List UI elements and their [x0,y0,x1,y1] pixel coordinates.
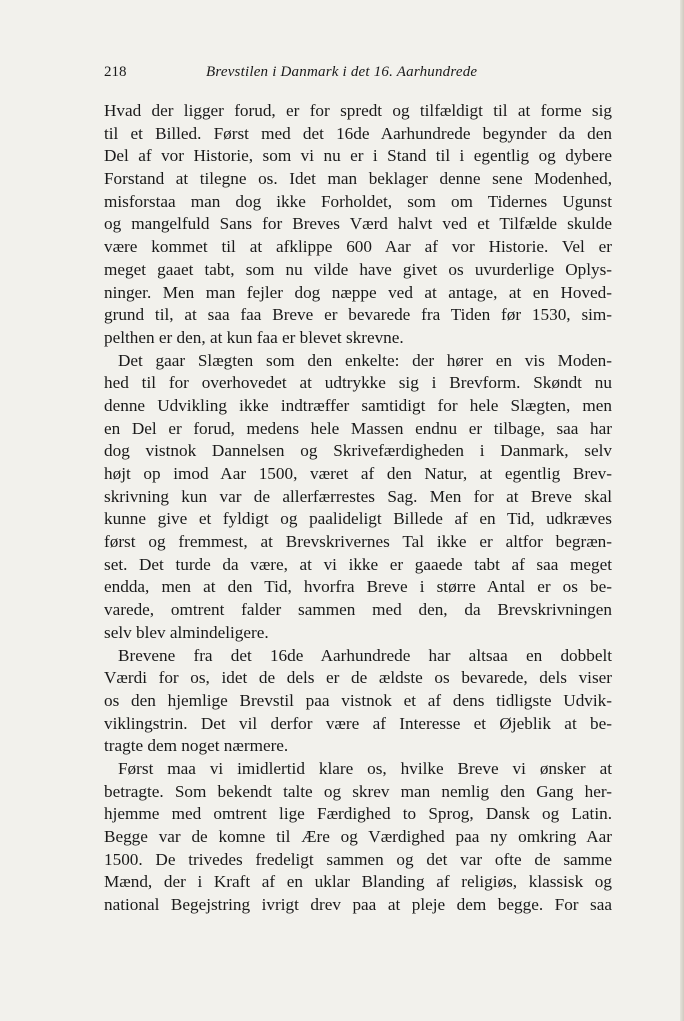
text-line: hjemme med omtrent lige Færdighed to Sprog, Dansk og Latin. [104,804,612,824]
text-line: selv blev almindeligere. [104,622,269,642]
text-line: Forstand at tilegne os. Idet man beklager denne sene Modenhed, [104,169,612,189]
text-line: os den hjemlige Brevstil paa vistnok et af dens tidligste Udvik- [104,690,612,710]
text-line: en Del er forud, medens hele Massen endnu er tilbage, saa har [104,418,612,438]
text-line: meget gaaet tabt, som nu vilde have givet os uvurderlige Oplys- [104,259,612,279]
text-line: endda, men at den Tid, hvorfra Breve i større Antal er os be- [104,577,612,597]
text-line: varede, omtrent falder sammen med den, da Brevskrivningen [104,600,612,620]
text-line: kunne give et fyldigt og paalideligt Billede af en Tid, udkræves [104,509,612,529]
text-line: national Begejstring ivrigt drev paa at pleje dem begge. For saa [104,895,612,915]
running-header [104,64,612,86]
text-line: og mangelfuld Sans for Breves Værd halvt ved et Tilfælde skulde [104,214,612,234]
text-line: Begge var de komne til Ære og Værdighed paa ny omkring Aar [104,827,612,846]
text-line: Mænd, der i Kraft af en uklar Blanding af religiøs, klassisk og [104,872,612,892]
running-title: Brevstilen i Danmark i det 16. Aarhundrede [206,64,478,80]
text-line: dog vistnok Dannelsen og Skrivefærdigheden i Danmark, selv [104,441,612,461]
text-line: højt op imod Aar 1500, været af den Natur, at egentlig Brev- [104,464,612,483]
text-line: ninger. Men man fejler dog næppe ved at antage, at en Hoved- [104,282,612,302]
text-line: til et Billed. Først med det 16de Aarhundrede begynder da den [104,123,612,143]
text-line: Først maa vi imidlertid klare os, hvilke Breve vi ønsker at [118,758,612,778]
body-text [104,100,612,917]
text-line: grund til, at saa faa Breve er bevarede fra Tiden før 1530, sim- [104,305,612,325]
text-line: tragte dem noget nærmere. [104,736,289,756]
page-edge [680,0,684,1021]
page-number: 218 [104,64,127,80]
text-line: Brevene fra det 16de Aarhundrede har altsaa en dobbelt [118,645,612,665]
text-line: viklingstrin. Det vil derfor være af Interesse et Øjeblik at be- [104,713,612,733]
text-line: denne Udvikling ikke indtræffer samtidigt for hele Slægten, men [104,395,612,415]
text-line: Del af vor Historie, som vi nu er i Stand til i egentlig og dybere [104,146,612,166]
text-line: være kommet til at afklippe 600 Aar af vor Historie. Vel er [104,237,612,257]
text-line: Hvad der ligger forud, er for spredt og tilfældigt til at forme sig [104,101,612,120]
text-line: hed til for overhovedet at udtrykke sig i Brevform. Skøndt nu [104,373,612,393]
text-line: 1500. De trivedes fredeligt sammen og det var ofte de samme [104,849,612,869]
text-line: set. Det turde da være, at vi ikke er gaaede tabt af saa meget [104,554,612,574]
text-line: betragte. Som bekendt talte og skrev man nemlig den Gang her- [104,781,612,801]
text-line: Værdi for os, idet de dels er de ældste os bevarede, dels viser [104,668,612,688]
text-line: Det gaar Slægten som den enkelte: der hører en vis Moden- [118,350,612,370]
text-line: misforstaa man dog ikke Forholdet, som om Tidernes Ugunst [104,191,612,211]
text-line: pelthen er den, at kun faa er blevet skrevne. [104,327,404,347]
text-line: skrivning kun var de allerfærrestes Sag. Men for at Breve skal [104,486,612,506]
text-line: først og fremmest, at Brevskrivernes Tal ikke er altfor begræn- [104,532,612,552]
